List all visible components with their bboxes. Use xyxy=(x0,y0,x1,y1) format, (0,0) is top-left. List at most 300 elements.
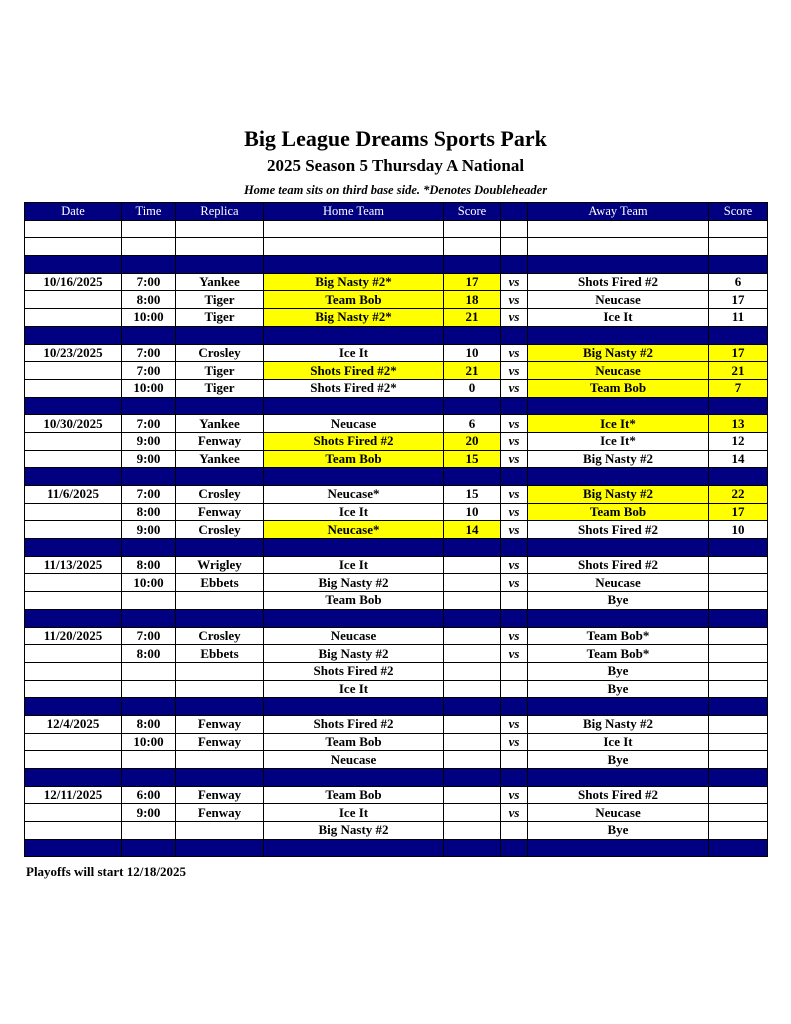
date-cell xyxy=(25,680,122,698)
home-team-cell: Ice It xyxy=(264,680,444,698)
schedule-body xyxy=(25,220,768,857)
separator-cell xyxy=(176,397,264,415)
table-row xyxy=(25,662,768,680)
table-row xyxy=(25,804,768,822)
date-cell: 10/23/2025 xyxy=(25,344,122,362)
date-cell xyxy=(25,220,122,238)
separator-cell xyxy=(528,256,709,274)
separator-cell xyxy=(444,609,501,627)
home-score-cell: 18 xyxy=(444,291,501,309)
separator-cell xyxy=(25,468,122,486)
away-score-cell: 21 xyxy=(709,362,768,380)
away-team-cell: Team Bob xyxy=(528,379,709,397)
home-team-cell: Team Bob xyxy=(264,592,444,610)
home-score-cell xyxy=(444,662,501,680)
away-score-cell xyxy=(709,220,768,238)
away-team-cell: Ice It* xyxy=(528,415,709,433)
separator-cell xyxy=(25,769,122,787)
separator-cell xyxy=(709,698,768,716)
replica-cell: Crosley xyxy=(176,486,264,504)
home-score-cell: 17 xyxy=(444,273,501,291)
separator-cell xyxy=(25,397,122,415)
separator-cell xyxy=(501,698,528,716)
separator-cell xyxy=(709,839,768,857)
time-cell: 10:00 xyxy=(122,574,176,592)
away-score-cell: 17 xyxy=(709,291,768,309)
separator-cell xyxy=(176,256,264,274)
vs-cell: vs xyxy=(501,786,528,804)
replica-cell xyxy=(176,592,264,610)
away-team-cell: Bye xyxy=(528,592,709,610)
away-team-cell: Neucase xyxy=(528,804,709,822)
column-header-time: Time xyxy=(122,203,176,221)
separator-cell xyxy=(264,468,444,486)
away-score-cell xyxy=(709,627,768,645)
vs-cell: vs xyxy=(501,415,528,433)
time-cell: 10:00 xyxy=(122,733,176,751)
away-score-cell xyxy=(709,592,768,610)
table-row xyxy=(25,556,768,574)
separator-cell xyxy=(122,839,176,857)
vs-cell xyxy=(501,220,528,238)
away-team-cell: Big Nasty #2 xyxy=(528,715,709,733)
date-cell xyxy=(25,733,122,751)
home-score-cell: 21 xyxy=(444,362,501,380)
time-cell: 8:00 xyxy=(122,291,176,309)
table-row xyxy=(25,574,768,592)
column-header-home-team: Home Team xyxy=(264,203,444,221)
separator-cell xyxy=(709,609,768,627)
home-score-cell xyxy=(444,804,501,822)
separator-cell xyxy=(122,256,176,274)
separator-cell xyxy=(25,539,122,557)
home-team-cell: Ice It xyxy=(264,503,444,521)
replica-cell xyxy=(176,662,264,680)
separator-cell xyxy=(122,397,176,415)
table-row xyxy=(25,273,768,291)
replica-cell xyxy=(176,680,264,698)
home-team-cell xyxy=(264,238,444,256)
away-team-cell: Ice It* xyxy=(528,432,709,450)
date-cell: 12/4/2025 xyxy=(25,715,122,733)
replica-cell xyxy=(176,238,264,256)
separator-cell xyxy=(528,609,709,627)
separator-cell xyxy=(501,539,528,557)
vs-cell: vs xyxy=(501,273,528,291)
page-title: Big League Dreams Sports Park xyxy=(244,126,547,151)
date-cell xyxy=(25,822,122,840)
home-score-cell: 0 xyxy=(444,379,501,397)
away-team-cell: Shots Fired #2 xyxy=(528,556,709,574)
separator-cell xyxy=(501,609,528,627)
separator-cell xyxy=(709,326,768,344)
home-team-cell: Team Bob xyxy=(264,786,444,804)
time-cell: 10:00 xyxy=(122,309,176,327)
date-cell xyxy=(25,309,122,327)
separator-cell xyxy=(709,769,768,787)
vs-cell: vs xyxy=(501,432,528,450)
date-cell xyxy=(25,379,122,397)
separator-cell xyxy=(528,468,709,486)
table-row xyxy=(25,822,768,840)
date-cell: 10/30/2025 xyxy=(25,415,122,433)
home-score-cell xyxy=(444,592,501,610)
time-cell: 7:00 xyxy=(122,362,176,380)
away-team-cell: Shots Fired #2 xyxy=(528,786,709,804)
away-score-cell xyxy=(709,786,768,804)
separator-cell xyxy=(25,839,122,857)
time-cell xyxy=(122,220,176,238)
table-row xyxy=(25,291,768,309)
separator-cell xyxy=(528,698,709,716)
separator-cell xyxy=(501,839,528,857)
separator-cell xyxy=(122,326,176,344)
home-team-cell: Team Bob xyxy=(264,733,444,751)
separator-cell xyxy=(501,468,528,486)
separator-row xyxy=(25,539,768,557)
home-score-cell xyxy=(444,556,501,574)
separator-row xyxy=(25,256,768,274)
home-score-cell: 20 xyxy=(444,432,501,450)
away-team-cell: Team Bob xyxy=(528,503,709,521)
date-cell: 11/6/2025 xyxy=(25,486,122,504)
table-row xyxy=(25,450,768,468)
home-score-cell xyxy=(444,574,501,592)
separator-cell xyxy=(444,839,501,857)
separator-cell xyxy=(528,326,709,344)
table-row xyxy=(25,432,768,450)
away-team-cell: Big Nasty #2 xyxy=(528,486,709,504)
vs-cell xyxy=(501,592,528,610)
away-team-cell: Big Nasty #2 xyxy=(528,344,709,362)
separator-cell xyxy=(176,839,264,857)
away-team-cell: Neucase xyxy=(528,574,709,592)
home-team-cell: Ice It xyxy=(264,344,444,362)
vs-cell: vs xyxy=(501,450,528,468)
replica-cell: Crosley xyxy=(176,521,264,539)
date-cell xyxy=(25,662,122,680)
away-team-cell: Bye xyxy=(528,751,709,769)
date-cell xyxy=(25,291,122,309)
schedule-table xyxy=(24,202,768,857)
separator-cell xyxy=(176,326,264,344)
away-score-cell: 22 xyxy=(709,486,768,504)
home-team-cell: Big Nasty #2* xyxy=(264,273,444,291)
vs-cell: vs xyxy=(501,503,528,521)
away-score-cell xyxy=(709,804,768,822)
home-team-cell: Shots Fired #2* xyxy=(264,362,444,380)
column-header-date: Date xyxy=(25,203,122,221)
date-cell xyxy=(25,592,122,610)
vs-cell: vs xyxy=(501,556,528,574)
away-team-cell: Bye xyxy=(528,680,709,698)
separator-cell xyxy=(176,609,264,627)
table-row xyxy=(25,486,768,504)
separator-cell xyxy=(122,769,176,787)
vs-cell: vs xyxy=(501,804,528,822)
away-score-cell xyxy=(709,238,768,256)
replica-cell: Yankee xyxy=(176,450,264,468)
away-score-cell: 10 xyxy=(709,521,768,539)
away-score-cell: 14 xyxy=(709,450,768,468)
page-subtitle: 2025 Season 5 Thursday A National xyxy=(266,156,525,175)
date-cell xyxy=(25,645,122,663)
away-score-cell xyxy=(709,574,768,592)
home-team-cell: Big Nasty #2* xyxy=(264,309,444,327)
vs-cell xyxy=(501,238,528,256)
time-cell xyxy=(122,822,176,840)
column-header-replica: Replica xyxy=(176,203,264,221)
schedule-note: Home team sits on third base side. *Denotes Doubleheader xyxy=(243,183,548,197)
vs-cell: vs xyxy=(501,627,528,645)
replica-cell: Tiger xyxy=(176,309,264,327)
home-team-cell: Neucase* xyxy=(264,521,444,539)
replica-cell: Tiger xyxy=(176,291,264,309)
separator-cell xyxy=(264,839,444,857)
separator-cell xyxy=(501,397,528,415)
time-cell: 8:00 xyxy=(122,556,176,574)
separator-cell xyxy=(122,468,176,486)
time-cell xyxy=(122,592,176,610)
separator-cell xyxy=(25,256,122,274)
table-row xyxy=(25,238,768,256)
vs-cell xyxy=(501,662,528,680)
home-team-cell: Neucase xyxy=(264,627,444,645)
vs-cell: vs xyxy=(501,645,528,663)
home-score-cell xyxy=(444,238,501,256)
table-row xyxy=(25,344,768,362)
replica-cell: Fenway xyxy=(176,786,264,804)
away-team-cell: Bye xyxy=(528,822,709,840)
separator-cell xyxy=(444,539,501,557)
away-team-cell xyxy=(528,238,709,256)
home-score-cell: 15 xyxy=(444,486,501,504)
away-team-cell: Team Bob* xyxy=(528,645,709,663)
separator-cell xyxy=(264,397,444,415)
column-header-away-score: Score xyxy=(709,203,768,221)
time-cell xyxy=(122,751,176,769)
away-team-cell: Neucase xyxy=(528,362,709,380)
replica-cell xyxy=(176,822,264,840)
away-score-cell xyxy=(709,715,768,733)
separator-cell xyxy=(709,468,768,486)
date-cell xyxy=(25,521,122,539)
separator-row xyxy=(25,609,768,627)
replica-cell: Crosley xyxy=(176,344,264,362)
home-team-cell: Shots Fired #2* xyxy=(264,379,444,397)
time-cell: 10:00 xyxy=(122,379,176,397)
date-cell xyxy=(25,574,122,592)
separator-cell xyxy=(122,609,176,627)
home-team-cell: Big Nasty #2 xyxy=(264,645,444,663)
table-header-row xyxy=(25,203,768,221)
replica-cell: Fenway xyxy=(176,715,264,733)
table-row xyxy=(25,521,768,539)
vs-cell: vs xyxy=(501,574,528,592)
replica-cell: Fenway xyxy=(176,733,264,751)
time-cell xyxy=(122,238,176,256)
replica-cell: Ebbets xyxy=(176,574,264,592)
separator-cell xyxy=(501,769,528,787)
time-cell xyxy=(122,680,176,698)
date-cell xyxy=(25,751,122,769)
time-cell: 6:00 xyxy=(122,786,176,804)
separator-cell xyxy=(444,698,501,716)
separator-cell xyxy=(528,397,709,415)
home-team-cell: Shots Fired #2 xyxy=(264,432,444,450)
home-team-cell: Neucase xyxy=(264,751,444,769)
home-score-cell: 10 xyxy=(444,503,501,521)
away-score-cell: 7 xyxy=(709,379,768,397)
away-team-cell: Shots Fired #2 xyxy=(528,521,709,539)
home-team-cell xyxy=(264,220,444,238)
away-score-cell xyxy=(709,662,768,680)
vs-cell: vs xyxy=(501,715,528,733)
away-score-cell: 12 xyxy=(709,432,768,450)
home-score-cell: 21 xyxy=(444,309,501,327)
away-team-cell: Shots Fired #2 xyxy=(528,273,709,291)
time-cell: 8:00 xyxy=(122,503,176,521)
table-row xyxy=(25,627,768,645)
table-row xyxy=(25,645,768,663)
away-score-cell xyxy=(709,556,768,574)
date-cell xyxy=(25,804,122,822)
replica-cell: Yankee xyxy=(176,415,264,433)
home-team-cell: Shots Fired #2 xyxy=(264,715,444,733)
replica-cell: Yankee xyxy=(176,273,264,291)
date-cell xyxy=(25,238,122,256)
separator-cell xyxy=(25,698,122,716)
away-team-cell: Ice It xyxy=(528,309,709,327)
separator-row xyxy=(25,326,768,344)
away-score-cell xyxy=(709,680,768,698)
table-row xyxy=(25,786,768,804)
home-score-cell xyxy=(444,751,501,769)
vs-cell: vs xyxy=(501,291,528,309)
date-cell: 11/13/2025 xyxy=(25,556,122,574)
home-team-cell: Ice It xyxy=(264,556,444,574)
vs-cell: vs xyxy=(501,521,528,539)
separator-cell xyxy=(264,539,444,557)
separator-cell xyxy=(444,326,501,344)
vs-cell xyxy=(501,680,528,698)
away-team-cell: Neucase xyxy=(528,291,709,309)
replica-cell: Tiger xyxy=(176,379,264,397)
home-team-cell: Team Bob xyxy=(264,450,444,468)
home-team-cell: Team Bob xyxy=(264,291,444,309)
table-row xyxy=(25,415,768,433)
separator-row xyxy=(25,698,768,716)
home-score-cell xyxy=(444,645,501,663)
date-cell: 10/16/2025 xyxy=(25,273,122,291)
replica-cell: Wrigley xyxy=(176,556,264,574)
time-cell: 8:00 xyxy=(122,715,176,733)
away-score-cell: 11 xyxy=(709,309,768,327)
date-cell xyxy=(25,450,122,468)
date-cell: 12/11/2025 xyxy=(25,786,122,804)
time-cell: 7:00 xyxy=(122,627,176,645)
away-team-cell: Ice It xyxy=(528,733,709,751)
replica-cell xyxy=(176,220,264,238)
home-score-cell xyxy=(444,715,501,733)
home-score-cell xyxy=(444,822,501,840)
time-cell: 9:00 xyxy=(122,450,176,468)
table-row xyxy=(25,733,768,751)
vs-cell: vs xyxy=(501,309,528,327)
home-score-cell: 14 xyxy=(444,521,501,539)
separator-cell xyxy=(444,769,501,787)
home-score-cell: 15 xyxy=(444,450,501,468)
vs-cell: vs xyxy=(501,362,528,380)
away-score-cell xyxy=(709,822,768,840)
separator-cell xyxy=(444,397,501,415)
table-row xyxy=(25,592,768,610)
date-cell: 11/20/2025 xyxy=(25,627,122,645)
table-row xyxy=(25,751,768,769)
column-header-home-score: Score xyxy=(444,203,501,221)
home-team-cell: Neucase* xyxy=(264,486,444,504)
replica-cell xyxy=(176,751,264,769)
date-cell xyxy=(25,503,122,521)
separator-row xyxy=(25,468,768,486)
home-team-cell: Ice It xyxy=(264,804,444,822)
away-team-cell: Team Bob* xyxy=(528,627,709,645)
separator-cell xyxy=(709,256,768,274)
replica-cell: Crosley xyxy=(176,627,264,645)
away-score-cell: 13 xyxy=(709,415,768,433)
away-score-cell xyxy=(709,751,768,769)
separator-cell xyxy=(528,839,709,857)
vs-cell xyxy=(501,822,528,840)
replica-cell: Fenway xyxy=(176,503,264,521)
vs-cell: vs xyxy=(501,344,528,362)
home-team-cell: Big Nasty #2 xyxy=(264,822,444,840)
separator-cell xyxy=(122,698,176,716)
separator-cell xyxy=(528,539,709,557)
away-score-cell xyxy=(709,733,768,751)
separator-cell xyxy=(264,609,444,627)
table-row xyxy=(25,362,768,380)
away-team-cell xyxy=(528,220,709,238)
separator-cell xyxy=(709,539,768,557)
away-score-cell: 6 xyxy=(709,273,768,291)
playoffs-note: Playoffs will start 12/18/2025 xyxy=(26,864,186,879)
separator-cell xyxy=(176,769,264,787)
separator-cell xyxy=(25,609,122,627)
away-score-cell: 17 xyxy=(709,503,768,521)
vs-cell xyxy=(501,751,528,769)
table-row xyxy=(25,680,768,698)
separator-cell xyxy=(528,769,709,787)
separator-cell xyxy=(501,326,528,344)
home-team-cell: Neucase xyxy=(264,415,444,433)
home-score-cell xyxy=(444,680,501,698)
home-score-cell xyxy=(444,220,501,238)
vs-cell: vs xyxy=(501,379,528,397)
separator-row xyxy=(25,769,768,787)
separator-cell xyxy=(264,256,444,274)
table-row xyxy=(25,715,768,733)
table-row xyxy=(25,309,768,327)
separator-cell xyxy=(264,698,444,716)
away-score-cell xyxy=(709,645,768,663)
time-cell: 7:00 xyxy=(122,415,176,433)
separator-cell xyxy=(176,539,264,557)
separator-cell xyxy=(264,769,444,787)
table-row xyxy=(25,220,768,238)
time-cell: 9:00 xyxy=(122,804,176,822)
separator-cell xyxy=(25,326,122,344)
